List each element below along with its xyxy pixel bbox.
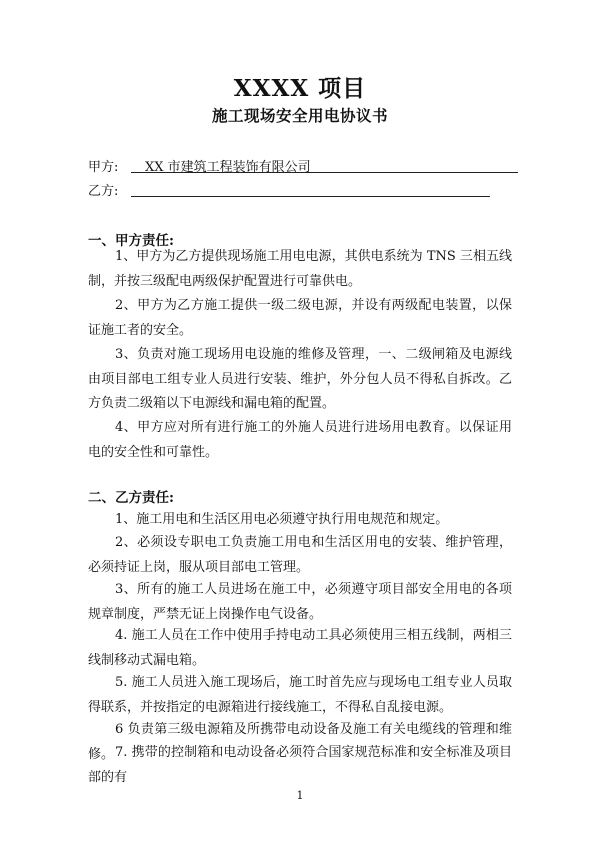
party-b-line: [131, 180, 490, 197]
section-2-item-5: 5. 施工人员进入施工现场后，施工时首先应与现场电工组专业人员取得联系，并按指定的电源箱进行接线施工，不得私自乱接电源。: [88, 675, 512, 715]
section-2-item-7: 7. 携带的控制箱和电动设备必须符合国家规范标准和安全标准及项目部的有: [88, 745, 512, 785]
party-b-label: 乙方:: [88, 184, 119, 199]
section-2-item-4: 4. 施工人员在工作中使用手持电动工具必须使用三相五线制，两相三线制移动式漏电箱。: [88, 628, 512, 668]
page-number: 1: [296, 789, 304, 802]
section-2-item-6: 6 负责第三级电源箱及所携带电动设备及施工有关电缆线的管理和维修。: [88, 722, 512, 762]
section-1-item-2: 2、甲方为乙方施工提供一级二级电源，并设有两级配电装置，以保证施工者的安全。: [88, 298, 512, 338]
section-2-item-1: 1、施工用电和生活区用电必须遵守执行用电规范和规定。: [115, 512, 449, 527]
section-1-heading: 一、甲方责任:: [88, 233, 174, 249]
document-subtitle: 施工现场安全用电协议书: [211, 106, 388, 125]
section-1-item-3: 3、负责对施工现场用电设施的维修及管理，一、二级闸箱及电源线由项目部电工组专业人员进行安装、维护，外分包人员不得私自拆改。乙方负责二级箱以下电源线和漏电箱的配置。: [88, 347, 512, 411]
section-2-item-3: 3、所有的施工人员进场在施工中，必须遵守项目部安全用电的各项规章制度，严禁无证上岗操作电气设备。: [88, 582, 512, 622]
party-a-value: XX 市建筑工程装饰有限公司: [145, 160, 311, 175]
party-a-label: 甲方:: [88, 160, 119, 175]
section-2-heading: 二、乙方责任:: [88, 490, 174, 506]
party-a-line: [131, 156, 518, 173]
party-b-row: [88, 180, 490, 198]
section-2-item-2: 2、必须设专职电工负责施工用电和生活区用电的安装、维护管理，必须持证上岗，服从项目部电工管理。: [88, 535, 512, 575]
section-1-item-4: 4、甲方应对所有进行施工的外施人员进行进场用电教育。以保证用电的安全性和可靠性。: [88, 420, 512, 460]
document-title: XXXX 项目: [233, 75, 367, 102]
party-a-row: [88, 156, 518, 174]
section-1-item-1: 1、甲方为乙方提供现场施工用电电源，其供电系统为 TNS 三相五线制，并按三级配电两级保护配置进行可靠供电。: [88, 249, 512, 289]
